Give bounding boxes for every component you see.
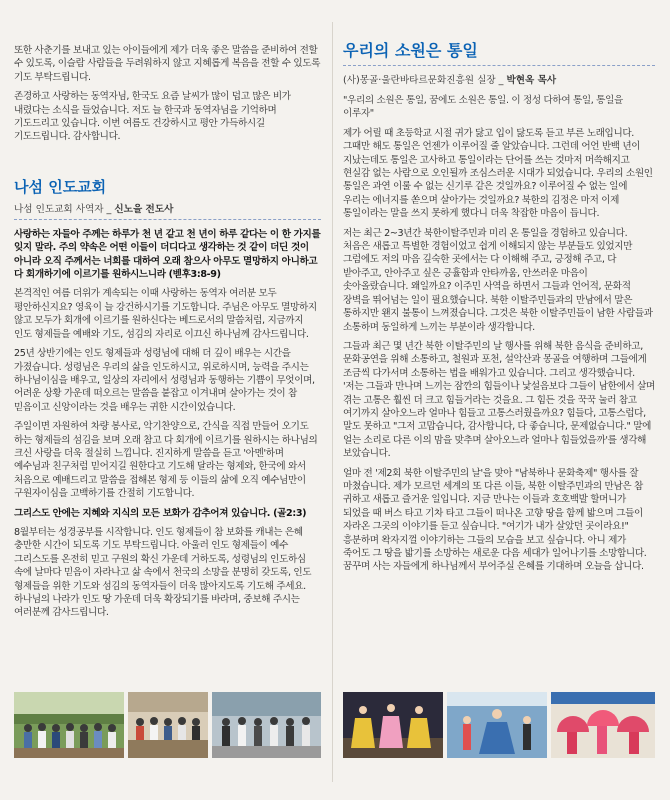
byline-author: 신노을 전도사 <box>114 203 174 215</box>
byline-author: 박현옥 목사 <box>506 75 557 86</box>
performance-photo-singer-image <box>447 692 547 758</box>
bold-scripture-line: 그리스도 안에는 지혜와 지식의 모든 보화가 감추어져 있습니다. (골2:3) <box>14 507 307 519</box>
byline <box>343 72 655 86</box>
body-paragraph: 저는 최근 2~3년간 북한이탈주민과 미리 온 통일을 경험하고 있습니다. 처음은 새롭고 특별한 경험이었고 쉽게 이해되지 않는 부분들도 있었지만 그럼에도 저의 마음 깊숙한 곳에서는 다 이해해 주고, 긍정해 주고, 다 받아주고, 안아주고 싶은 긍휼함과 안타까움, 안쓰러운 마음이 솟아올랐습니다. 왜일까요? 이주민 사역을 하면서 그들과 언어적, 문화적 장벽을 뛰어넘는 일이 필요했습니다. 북한 이탈주민들과의 만남에서 말은 통하지만 왠지 불통이 느껴졌습니다. 그것은 북한 이탈주민들이 남한 사람들과 소통하며 동일하게 느끼는 부분이라 생각합니다. <box>343 227 653 333</box>
right-photo-strip <box>343 692 655 758</box>
right-column <box>343 38 655 580</box>
body-paragraph: 본격적인 여름 더위가 계속되는 이때 사랑하는 동역자 여러분 모두 평안하신지요? 영육이 늘 강건하시기를 기도합니다. 주님은 아무도 멸망하지 않고 모두가 회개에 이르기를 원하신다는 베드로서의 말씀처럼, 지금까지 인도 형제들을 예배와 기도, 섬김의 자리로 이끄신 하나님께 감사드립니다. <box>14 288 317 340</box>
anthem-quote: "우리의 소원은 통일, 꿈에도 소원은 통일. 이 정성 다하여 통일, 통일을 이루자" <box>343 95 623 120</box>
section-rule <box>343 65 655 67</box>
group-photo-indoor <box>128 692 208 758</box>
performance-photo-dancers-image <box>343 692 443 758</box>
performance-photo-fan-dance-image <box>551 692 655 758</box>
section-rule <box>14 219 321 221</box>
group-photo-outdoor <box>14 692 124 758</box>
column-divider <box>332 22 333 782</box>
left-photo-strip <box>14 692 321 758</box>
group-photo-street <box>212 692 321 758</box>
section-title-india-church: 나섬 인도교회 <box>14 177 107 196</box>
performance-photo-dancers <box>343 692 443 758</box>
group-photo-street-image <box>212 692 321 758</box>
intro-paragraph: 존경하고 사랑하는 동역자님, 한국도 요즘 날씨가 많이 덥고 많은 비가 내렸다는 소식을 들었습니다. 저도 늘 한국과 동역자님을 기억하며 기도드리고 있습니다. 이번 여름도 건강하시고 평안 가득하시길 기도드립니다. 감사합니다. <box>14 91 291 143</box>
body-paragraph: 제가 어릴 때 초등학교 시절 귀가 닳고 입이 닳도록 듣고 부른 노래입니다. 그때만 해도 통일은 언젠가 이루어질 줄 알았습니다. 그런데 어언 반백 년이 지났는데도 통일은 고사하고 통일이라는 단어를 쓰는 것마저 머쓱해지고 현실감 없는 사람으로 오인될까 조심스러운 시대가 되었습니다. 우리의 소원인 통일은 과연 이룰 수 없는 신기루 같은 것일까요? 이루어질 수 없는 일에 우리는 에너지를 쏟으며 살아가는 것일까요? 북한의 김정은 마저 이제 통일이라는 말을 쓰지 못하게 했다니 더욱 착잡한 마음이 듭니다. <box>343 127 653 220</box>
body-paragraph: 25년 상반기에는 인도 형제들과 성령님에 대해 더 깊이 배우는 시간을 가졌습니다. 성령님은 우리의 삶을 인도하시고, 위로하시며, 능력을 주시는 하나님이심을 배우고, 일상의 자리에서 성령님과 동행하는 기쁨이 무엇이며, 어려운 상황 가운데 떠오르는 말씀을 붙잡고 이겨내며 살아가는 것이 참 믿음이고 신앙이라는 것을 배우는 귀한 시간이었습니다. <box>14 348 315 413</box>
scripture-quote: 사랑하는 자들아 주께는 하루가 천 년 같고 천 년이 하루 같다는 이 한 가지를 잊지 말라. 주의 약속은 어떤 이들이 더디다고 생각하는 것 같이 더딘 것이 아니라 오직 주께서는 너희를 대하여 오래 참으사 아무도 멸망하지 아니하고 다 회개하기에 이르기를 원하시느니라 (벧후3:8-9) <box>14 228 321 281</box>
body-paragraph: 얼마 전 '제2회 북한 이탈주민의 날'을 맞아 "남북하나 문화축제" 행사를 잘 마쳤습니다. 제가 모르던 세계의 또 다른 이들, 북한 이탈주민과의 만남은 참 귀하고 새롭고 즐거운 일입니다. 지금 만나는 이들과 호호백발 할머니가 되었을 때 버스 타고 기차 타고 그들이 떠나온 고향 땅을 함께 밟으며 그들이 자라온 그곳의 이야기를 듣고 싶습니다. "여기가 내가 살았던 곳이라요!" 흥분하며 왁자지껄 이야기하는 그들의 모습을 보고 싶습니다. 아니 제가 죽어도 그 땅을 밟기를 소망하는 새로운 다음 세대가 일어나기를 소망합니다. 꿈꾸며 사는 자들에게 하나님께서 부어주실 은혜를 기대하며 오늘을 삽니다. <box>343 467 647 573</box>
byline-org: (사)몽골·울란바타르문화진흥원 실장 _ <box>343 75 507 86</box>
left-column <box>14 44 321 626</box>
closing-paragraph: 8월부터는 성경공부를 시작합니다. 인도 형제들이 참 보화를 캐내는 은혜 충만한 시간이 되도록 기도 부탁드립니다. 아울러 인도 형제들이 예수 그리스도를 온전히 믿고 구원의 확신 가운데 거하도록, 성령님의 인도하심 속에 날마다 믿음이 자라나고 삶 속에서 천국의 소망을 분명히 갖도록, 인도 형제들을 위한 기도와 섬김의 동역자들이 더욱 많아지도록 기도해 주세요. 하나님의 나라가 인도 땅 가운데 더욱 확장되기를 바라며, 중보해 주시는 여러분께 감사드립니다. <box>14 526 312 619</box>
body-paragraph: 그들과 최근 몇 년간 북한 이탈주민의 날 행사를 위해 북한 음식을 준비하고, 문화공연을 위해 소통하고, 철원과 포천, 설악산과 몽골을 여행하며 그들에게 조금씩 다가서며 소통하는 법을 배워가고 있습니다. 그리고 생각했습니다. '저는 그들과 만나며 느끼는 잠깐의 힘들이나 낯설음보다 그들이 남한에서 살며 겪는 고통은 훨씬 더 크고 힘들거라는 것을요. 그 힘든 것을 꾹꾹 눌러 참고 여기까지 살아오느라 얼마나 힘들고 고통스러웠을까요? 힘들다, 고통스럽다, 말도 못하고 "그저 고맙습니다, 감사합니다, 다 좋습니다, 문제없습니다." 말에 얼는 소리로 다른 이의 맘을 맞추며 살아오느라 얼마나 힘들었을까'를 생각해 보았습니다. <box>343 340 655 460</box>
byline <box>14 201 321 215</box>
body-paragraph: 주일이면 자원하여 차량 봉사로, 악기찬양으로, 간식을 직접 만들어 오기도 하는 형제들의 섬김을 보며 오래 참고 다 회개에 이르기를 원하시는 하나님의 크신 사랑을 더욱 절실히 느낍니다. 진지하게 말씀을 듣고 '아멘'하며 예수님과 친구처럼 믿어지길 원한다고 기도해 달라는 형제와, 한국에 와서 처음으로 예배드리고 말씀을 접해본 형제 등 이들의 삶에 오직 예수님만이 구원자이심을 고백하기를 간절히 기도합니다. <box>14 421 318 500</box>
group-photo-outdoor-image <box>14 692 124 758</box>
performance-photo-fan-dance <box>551 692 655 758</box>
group-photo-indoor-image <box>128 692 208 758</box>
section-title-unification: 우리의 소원은 통일 <box>343 41 478 60</box>
performance-photo-singer <box>447 692 547 758</box>
byline-org: 나섬 인도교회 사역자 _ <box>14 203 115 215</box>
intro-paragraph: 또한 사춘기를 보내고 있는 아이들에게 제가 더욱 좋은 말씀을 준비하여 전할 수 있도록, 이슬람 사람들을 두려워하지 않고 지혜롭게 복음을 전할 수 있도록 기도 부탁드립니다. <box>14 45 321 83</box>
